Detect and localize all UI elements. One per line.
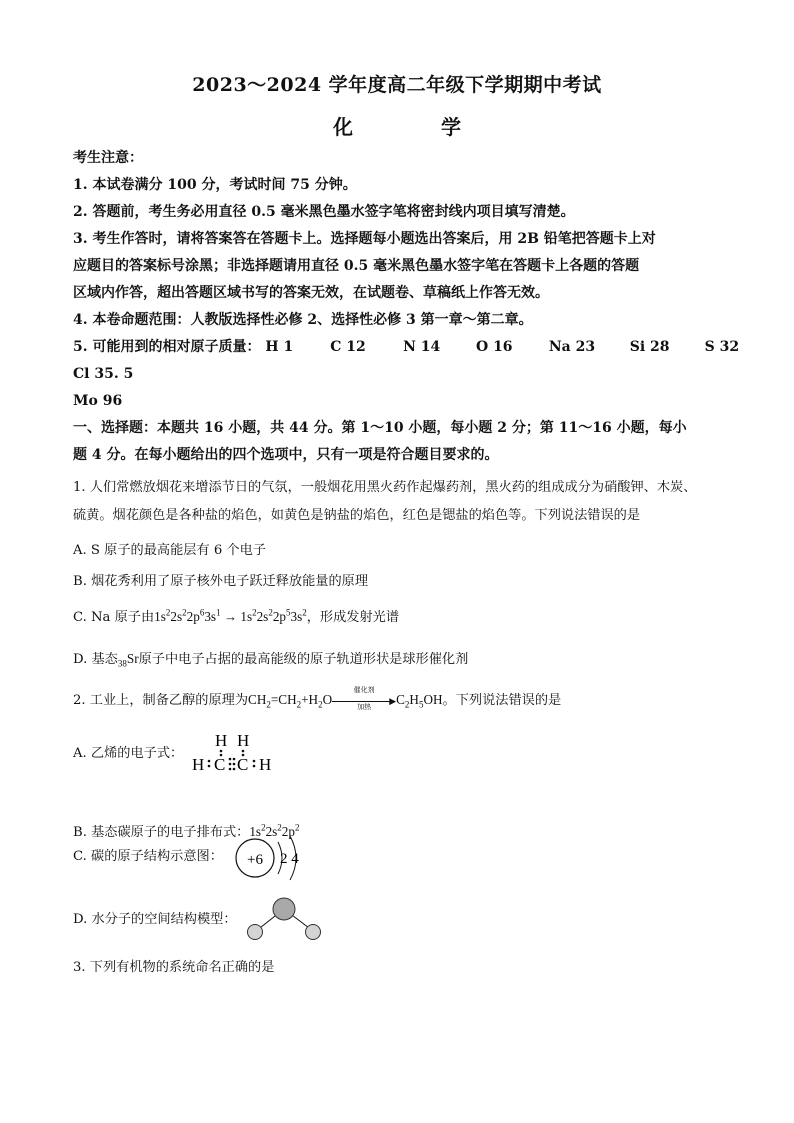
- q2-stem-prefix: 2. 工业上，制备乙醇的原理为: [73, 693, 249, 708]
- notice-item-5: [73, 337, 740, 357]
- q2-option-d-label: D. 水分子的空间结构模型：: [73, 912, 237, 927]
- q2-reaction: $CH_2=CH_2+H_2O$ 催化剂 ▶ 加热 $C_2H_5OH$: [248, 685, 443, 711]
- q2-option-a-label: A. 乙烯的电子式：: [73, 746, 184, 761]
- q2-stem: [73, 685, 736, 711]
- notice-item-5-label: 5. 可能用到的相对原子质量：: [73, 339, 261, 355]
- mass-cl: Cl 35. 5: [73, 366, 134, 382]
- oxygen-atom: [273, 898, 295, 920]
- subject-char-left: 化: [333, 115, 353, 139]
- q2-option-b-label: B. 基态碳原子的电子排布式：: [73, 825, 250, 840]
- mass-c: C 12: [330, 339, 366, 355]
- q2-heat-label: 加热: [357, 702, 372, 711]
- ethylene-h-top-right: H: [237, 731, 250, 750]
- q3-stem: 3. 下列有机物的系统命名正确的是: [73, 960, 275, 975]
- q1-option-d-suffix: 原子中电子占据的最高能级的原子轨道形状是球形催化剂: [138, 652, 469, 667]
- carbon-configuration: $1s^22s^22p^2$: [249, 822, 300, 839]
- carbon-atom-structure-diagram: [230, 828, 310, 888]
- q2-option-c: [73, 847, 736, 867]
- mass-n: N 14: [403, 339, 441, 355]
- section-1-line-1: 一、选择题：本题共 16 小题，共 44 分。第 1～10 小题，每小题 2 分；第 11～16 小题，每小: [73, 420, 687, 436]
- q2-option-c-label: C. 碳的原子结构示意图：: [73, 849, 223, 864]
- q1-option-d: [73, 649, 736, 670]
- q1-option-c-prefix: C. Na 原子由: [73, 610, 155, 625]
- q1-stem-line-2: 硫黄。烟花颜色是各种盐的焰色，如黄色是钠盐的焰色，红色是锶盐的焰色等。下列说法错误的是: [73, 508, 641, 523]
- q2-catalyst-label: 催化剂: [353, 685, 375, 694]
- q1-option-b: B. 烟花秀利用了原子核外电子跃迁释放能量的原理: [73, 574, 369, 589]
- notice-heading: 考生注意：: [73, 150, 143, 166]
- carbon-shell-electrons: 2 4: [280, 851, 299, 867]
- ethylene-electron-formula: [186, 728, 278, 776]
- carbon-nucleus-charge: +6: [247, 852, 263, 868]
- q1-stem-line-1: 1. 人们常燃放烟花来增添节日的气氛，一般烟花用黑火药作起爆药剂，黑火药的组成成分为硝酸钾、木炭、: [73, 480, 697, 495]
- notice-item-3-line-2: 应题目的答案标号涂黑；非选择题请用直径 0.5 毫米黑色墨水签字笔在答题卡上各题的答题: [73, 258, 640, 274]
- subject-char-right: 学: [441, 115, 461, 139]
- section-1-line-2: 题 4 分。在每小题给出的四个选项中，只有一项是符合题目要求的。: [73, 447, 499, 463]
- q2-option-b: [73, 822, 736, 843]
- q1-option-d-element: $_{38}$Sr: [117, 651, 139, 669]
- mass-h: H 1: [265, 339, 294, 355]
- ethylene-c-right: C: [237, 755, 249, 774]
- exam-title: 2023～2024 学年度高二年级下学期期中考试: [192, 74, 602, 96]
- subject-title: [0, 111, 794, 140]
- q1-option-d-prefix: D. 基态: [73, 652, 118, 667]
- q1-option-a: A. S 原子的最高能层有 6 个电子: [73, 543, 266, 558]
- notice-item-4: 4. 本卷命题范围：人教版选择性必修 2、选择性必修 3 第一章～第二章。: [73, 312, 533, 328]
- ethylene-c-left: C: [214, 755, 226, 774]
- mass-s: S 32: [704, 339, 740, 355]
- q2-reaction-arrow: 催化剂 ▶ 加热: [332, 694, 396, 708]
- q1-option-c: [73, 607, 736, 628]
- q1-option-c-suffix: ，形成发射光谱: [306, 610, 400, 625]
- notice-item-2: 2. 答题前，考生务必用直径 0.5 毫米黑色墨水签字笔将密封线内项目填写清楚。: [73, 204, 575, 220]
- water-molecule-model: [244, 895, 324, 943]
- ethylene-h-top-left: H: [215, 731, 228, 750]
- mass-si: Si 28: [629, 339, 670, 355]
- q2-option-d: [73, 910, 736, 930]
- hydrogen-atom-right: [306, 925, 321, 940]
- q2-option-a: [73, 744, 736, 764]
- mass-o: O 16: [476, 339, 513, 355]
- hydrogen-atom-left: [248, 925, 263, 940]
- ethylene-h-right: H: [259, 755, 272, 774]
- mass-mo: Mo 96: [73, 393, 123, 409]
- notice-item-3-line-1: 3. 考生作答时，请将答案答在答题卡上。选择题每小题选出答案后，用 2B 铅笔把答题卡上对: [73, 231, 656, 247]
- q2-stem-suffix: 。下列说法错误的是: [442, 693, 562, 708]
- ethylene-h-left: H: [192, 755, 205, 774]
- mass-na: Na 23: [548, 339, 596, 355]
- q1-option-c-formula: $1s^22s^22p^63s^1 \to 1s^22s^22p^53s^2$: [154, 607, 307, 624]
- notice-item-1: 1. 本试卷满分 100 分，考试时间 75 分钟。: [73, 177, 357, 193]
- notice-item-3-line-3: 区域内作答，超出答题区域书写的答案无效，在试题卷、草稿纸上作答无效。: [73, 285, 549, 301]
